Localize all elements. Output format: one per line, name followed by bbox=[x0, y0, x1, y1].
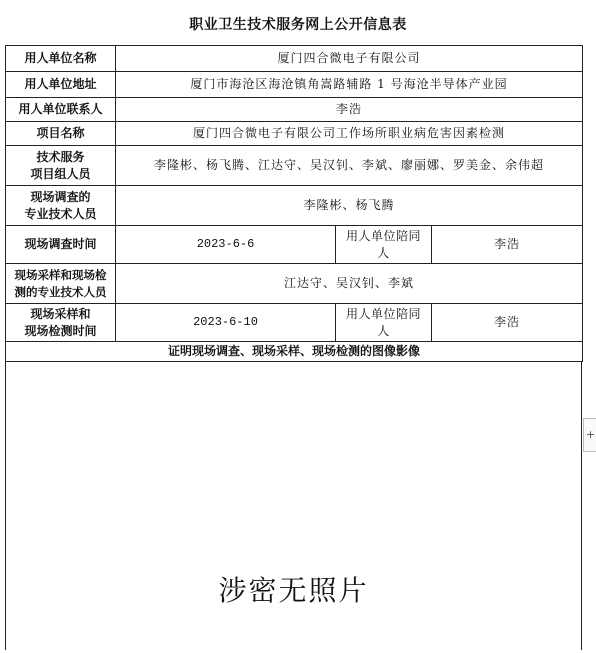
sampling-time-label bbox=[6, 304, 116, 342]
sampling-time-date: 2023-6-10 bbox=[116, 304, 336, 342]
sampling-staff-label-line2: 测的专业技术人员 bbox=[14, 284, 107, 299]
unit-address-label: 用人单位地址 bbox=[6, 72, 116, 98]
survey-companion-value: 李浩 bbox=[432, 226, 583, 264]
sampling-staff-label bbox=[6, 264, 116, 304]
row-unit-address bbox=[6, 72, 583, 98]
info-table bbox=[5, 45, 583, 362]
unit-name-label: 用人单位名称 bbox=[6, 46, 116, 72]
survey-staff-value: 李隆彬、杨飞腾 bbox=[116, 186, 583, 226]
project-name-value: 厦门四合微电子有限公司工作场所职业病危害因素检测 bbox=[116, 122, 583, 146]
expand-button[interactable] bbox=[583, 418, 596, 452]
sampling-staff-label-line1: 现场采样和现场检 bbox=[14, 267, 107, 282]
survey-staff-label-line2: 专业技术人员 bbox=[24, 206, 97, 221]
team-label-line2: 项目组人员 bbox=[30, 166, 91, 181]
unit-contact-label: 用人单位联系人 bbox=[6, 98, 116, 122]
row-sampling-time bbox=[6, 304, 583, 342]
unit-name-value: 厦门四合微电子有限公司 bbox=[116, 46, 583, 72]
page-title: 职业卫生技术服务网上公开信息表 bbox=[189, 17, 407, 33]
survey-staff-label-line1: 现场调查的 bbox=[30, 189, 91, 204]
row-photo-header bbox=[6, 342, 583, 362]
row-survey-time bbox=[6, 226, 583, 264]
survey-staff-label bbox=[6, 186, 116, 226]
row-unit-name bbox=[6, 46, 583, 72]
survey-time-label: 现场调查时间 bbox=[6, 226, 116, 264]
unit-address-value: 厦门市海沧区海沧镇角嵩路辅路 1 号海沧半导体产业园 bbox=[116, 72, 583, 98]
plus-icon: + bbox=[585, 428, 596, 441]
sampling-time-label-line2: 现场检测时间 bbox=[24, 323, 97, 338]
no-photo-text: 涉密无照片 bbox=[218, 574, 369, 607]
team-label bbox=[6, 146, 116, 186]
team-label-line1: 技术服务 bbox=[36, 149, 85, 164]
row-survey-staff bbox=[6, 186, 583, 226]
project-name-label: 项目名称 bbox=[6, 122, 116, 146]
photo-section bbox=[5, 362, 582, 650]
sampling-companion-value: 李浩 bbox=[432, 304, 583, 342]
row-sampling-staff bbox=[6, 264, 583, 304]
sampling-staff-value: 江达守、吴汉钊、李斌 bbox=[116, 264, 583, 304]
sampling-time-label-line1: 现场采样和 bbox=[30, 306, 91, 321]
photo-section-header: 证明现场调查、现场采样、现场检测的图像影像 bbox=[6, 342, 583, 362]
unit-contact-value: 李浩 bbox=[116, 98, 583, 122]
survey-time-date: 2023-6-6 bbox=[116, 226, 336, 264]
row-unit-contact bbox=[6, 98, 583, 122]
sampling-companion-label: 用人单位陪同人 bbox=[336, 304, 432, 342]
survey-companion-label: 用人单位陪同人 bbox=[336, 226, 432, 264]
row-team bbox=[6, 146, 583, 186]
team-value: 李隆彬、杨飞腾、江达守、吴汉钊、李斌、廖丽娜、罗美金、余伟超 bbox=[116, 146, 583, 186]
row-project-name bbox=[6, 122, 583, 146]
